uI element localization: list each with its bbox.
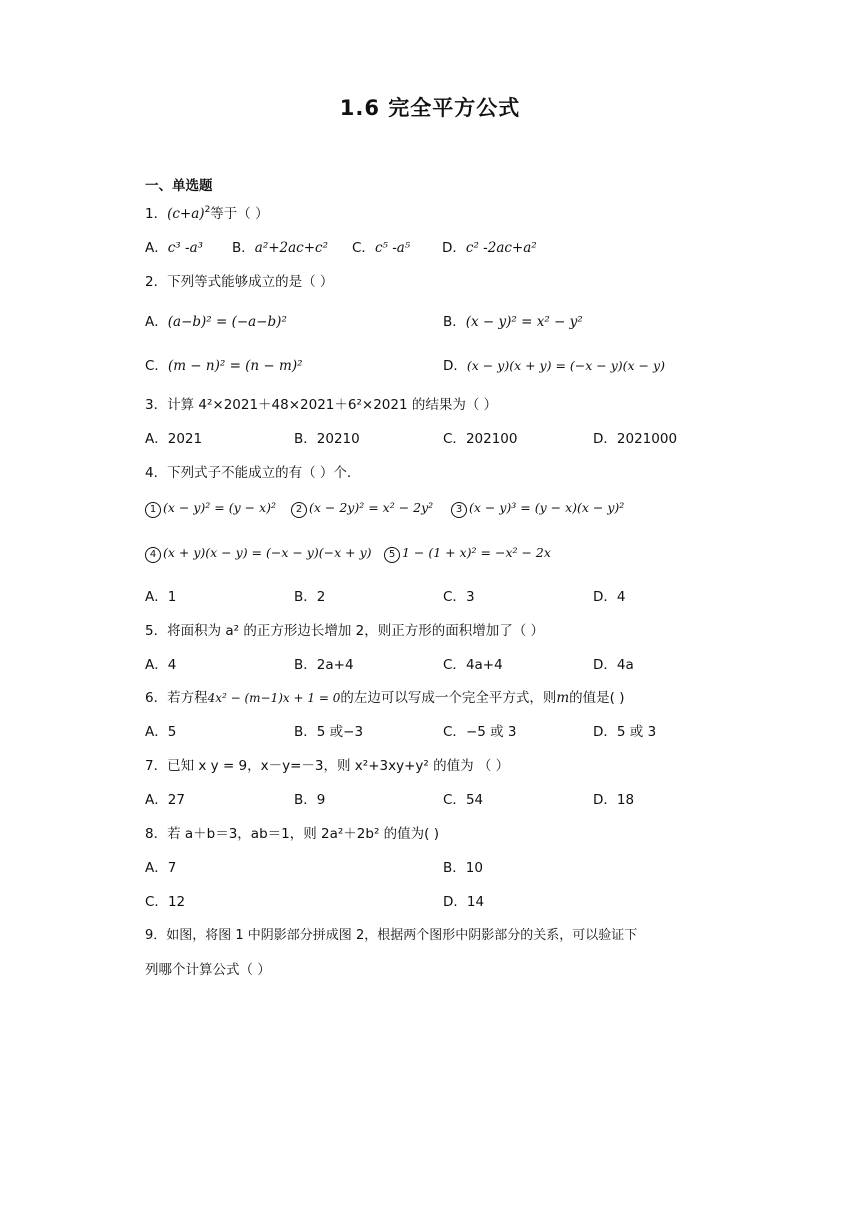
- option-label: D．: [593, 792, 617, 808]
- option-value: (x − y)(x + y) = (−x − y)(x − y): [466, 358, 665, 373]
- option-value: 2: [316, 589, 326, 605]
- q4-expression-1: [145, 500, 276, 518]
- option-value: 2021000: [616, 431, 678, 447]
- option-value: 5: [167, 724, 177, 740]
- option-label: B．: [294, 792, 317, 808]
- option-label: A．: [145, 860, 168, 876]
- q6-equation: 4x² − (m−1)x + 1 = 0: [207, 691, 341, 705]
- option-value: (x − y)² = x² − y²: [465, 314, 583, 330]
- q6-variable: m: [556, 690, 570, 706]
- option-value: 4a: [616, 657, 634, 673]
- option-value: c³ -a³: [167, 240, 204, 256]
- circled-number-4-icon: 4: [145, 547, 161, 563]
- circled-number-1-icon: 1: [145, 502, 161, 518]
- q4-expression-2: [291, 500, 433, 518]
- option-label: D．: [593, 657, 617, 673]
- q1-number: 1．: [145, 206, 168, 222]
- question-3-stem: 3．计算 4²×2021＋48×2021＋6²×2021 的结果为（ ）: [145, 397, 498, 413]
- q4-option-a[interactable]: [145, 585, 176, 605]
- q7-option-b[interactable]: [294, 788, 325, 808]
- q1-option-a[interactable]: [145, 236, 203, 256]
- q6-option-c[interactable]: [443, 720, 517, 740]
- option-value: 14: [466, 894, 485, 910]
- question-7-stem: 7．已知 x y = 9，x－y=－3，则 x²+3xy+y² 的值为 （ ）: [145, 758, 510, 774]
- circled-number-5-icon: 5: [384, 547, 400, 563]
- option-value: a²+2ac+c²: [254, 240, 329, 256]
- question-5-stem: 5．将面积为 a² 的正方形边长增加 2，则正方形的面积增加了（ ）: [145, 623, 545, 639]
- q1-option-b[interactable]: [232, 236, 328, 256]
- option-label: B．: [294, 724, 317, 740]
- option-label: B．: [294, 589, 317, 605]
- option-value: 9: [316, 792, 326, 808]
- q2-option-a[interactable]: [145, 310, 287, 330]
- circled-number-3-icon: 3: [451, 502, 467, 518]
- question-9-stem-line-2: 列哪个计算公式（ ）: [145, 962, 271, 978]
- q1-stem-suffix: 等于（ ）: [210, 206, 269, 222]
- q5-option-d[interactable]: [593, 653, 634, 673]
- q6-option-b[interactable]: [294, 720, 363, 740]
- page-title: 1.6 完全平方公式: [339, 96, 521, 120]
- option-label: A．: [145, 792, 168, 808]
- question-8-stem: 8．若 a＋b＝3，ab＝1，则 2a²＋2b² 的值为( ): [145, 826, 439, 842]
- question-4-stem: 4．下列式子不能成立的有（ ）个．: [145, 465, 361, 481]
- q3-option-a[interactable]: [145, 427, 202, 447]
- question-1-stem: [145, 202, 269, 222]
- q6-option-d[interactable]: [593, 720, 656, 740]
- option-label: A．: [145, 589, 168, 605]
- option-value: 5 或 3: [616, 724, 657, 740]
- q2-option-c[interactable]: [145, 354, 303, 374]
- option-value: 1: [167, 589, 177, 605]
- option-value: 4a+4: [465, 657, 503, 673]
- q1-expression: (c+a): [167, 206, 205, 222]
- q6-option-a[interactable]: [145, 720, 176, 740]
- option-value: 4: [616, 589, 626, 605]
- option-label: C．: [145, 894, 168, 910]
- option-label: C．: [145, 358, 168, 374]
- option-value: 54: [465, 792, 484, 808]
- option-label: C．: [443, 792, 466, 808]
- option-value: (a−b)² = (−a−b)²: [167, 314, 287, 330]
- option-label: B．: [443, 314, 466, 330]
- q4-option-c[interactable]: [443, 585, 475, 605]
- expression-text: (x + y)(x − y) = (−x − y)(−x + y): [163, 545, 372, 560]
- option-label: D．: [443, 894, 467, 910]
- option-value: 5 或−3: [316, 724, 364, 740]
- option-label: D．: [593, 431, 617, 447]
- option-label: D．: [443, 358, 467, 374]
- q5-option-c[interactable]: [443, 653, 503, 673]
- question-9-stem-line-1: 9．如图，将图 1 中阴影部分拼成图 2，根据两个图形中阴影部分的关系，可以验证下: [145, 928, 638, 943]
- option-label: C．: [443, 724, 466, 740]
- q3-option-d[interactable]: [593, 427, 677, 447]
- option-value: 4: [167, 657, 177, 673]
- q1-option-c[interactable]: [352, 236, 410, 256]
- option-label: A．: [145, 657, 168, 673]
- q5-option-b[interactable]: [294, 653, 354, 673]
- q4-expression-3: [451, 500, 624, 518]
- q3-option-c[interactable]: [443, 427, 517, 447]
- option-value: 7: [167, 860, 177, 876]
- option-label: B．: [294, 431, 317, 447]
- expression-text: (x − y)² = (y − x)²: [163, 500, 277, 515]
- q7-option-c[interactable]: [443, 788, 483, 808]
- option-value: 18: [616, 792, 635, 808]
- option-value: c² -2ac+a²: [465, 240, 537, 256]
- expression-text: (x − y)³ = (y − x)(x − y)²: [469, 500, 625, 515]
- q5-option-a[interactable]: [145, 653, 176, 673]
- option-label: A．: [145, 431, 168, 447]
- expression-text: (x − 2y)² = x² − 2y²: [309, 500, 434, 515]
- option-label: C．: [443, 657, 466, 673]
- option-label: B．: [294, 657, 317, 673]
- question-2-stem: 2．下列等式能够成立的是（ ）: [145, 274, 334, 290]
- section-heading: 一、单选题: [145, 178, 213, 194]
- q2-option-b[interactable]: [443, 310, 583, 330]
- option-value: −5 或 3: [465, 724, 517, 740]
- option-value: (m − n)² = (n − m)²: [167, 358, 303, 374]
- option-label: A．: [145, 314, 168, 330]
- q7-option-d[interactable]: [593, 788, 634, 808]
- option-value: 12: [167, 894, 186, 910]
- q7-option-a[interactable]: [145, 788, 185, 808]
- q6-stem-prefix: 6．若方程: [145, 690, 208, 706]
- expression-text: 1 − (1 + x)² = −x² − 2x: [402, 545, 551, 560]
- q2-option-d[interactable]: [443, 354, 665, 374]
- q6-stem-mid: 的左边可以写成一个完全平方式，则: [340, 690, 557, 706]
- option-value: 2021: [167, 431, 203, 447]
- q8-option-c[interactable]: [145, 890, 185, 910]
- option-value: c⁵ -a⁵: [374, 240, 411, 256]
- option-label: C．: [443, 589, 466, 605]
- option-value: 2a+4: [316, 657, 354, 673]
- q8-option-b[interactable]: [443, 856, 483, 876]
- q8-option-d[interactable]: [443, 890, 484, 910]
- option-label: B．: [232, 240, 255, 256]
- q6-stem-suffix: 的值是( ): [569, 690, 625, 706]
- q8-option-a[interactable]: [145, 856, 176, 876]
- question-6-stem: [145, 686, 624, 706]
- option-label: D．: [442, 240, 466, 256]
- option-value: 202100: [465, 431, 518, 447]
- option-label: D．: [593, 724, 617, 740]
- q4-option-d[interactable]: [593, 585, 626, 605]
- option-label: C．: [443, 431, 466, 447]
- option-value: 3: [465, 589, 475, 605]
- option-value: 10: [465, 860, 483, 876]
- option-label: A．: [145, 240, 168, 256]
- q4-option-b[interactable]: [294, 585, 325, 605]
- q4-expression-5: [384, 545, 551, 563]
- option-value: 20210: [316, 431, 360, 447]
- option-value: 27: [167, 792, 185, 808]
- q4-expression-4: [145, 545, 372, 563]
- q1-option-d[interactable]: [442, 236, 537, 256]
- option-label: A．: [145, 724, 168, 740]
- option-label: C．: [352, 240, 375, 256]
- q3-option-b[interactable]: [294, 427, 360, 447]
- q1-exponent: 2: [204, 205, 211, 215]
- option-label: D．: [593, 589, 617, 605]
- option-label: B．: [443, 860, 466, 876]
- circled-number-2-icon: 2: [291, 502, 307, 518]
